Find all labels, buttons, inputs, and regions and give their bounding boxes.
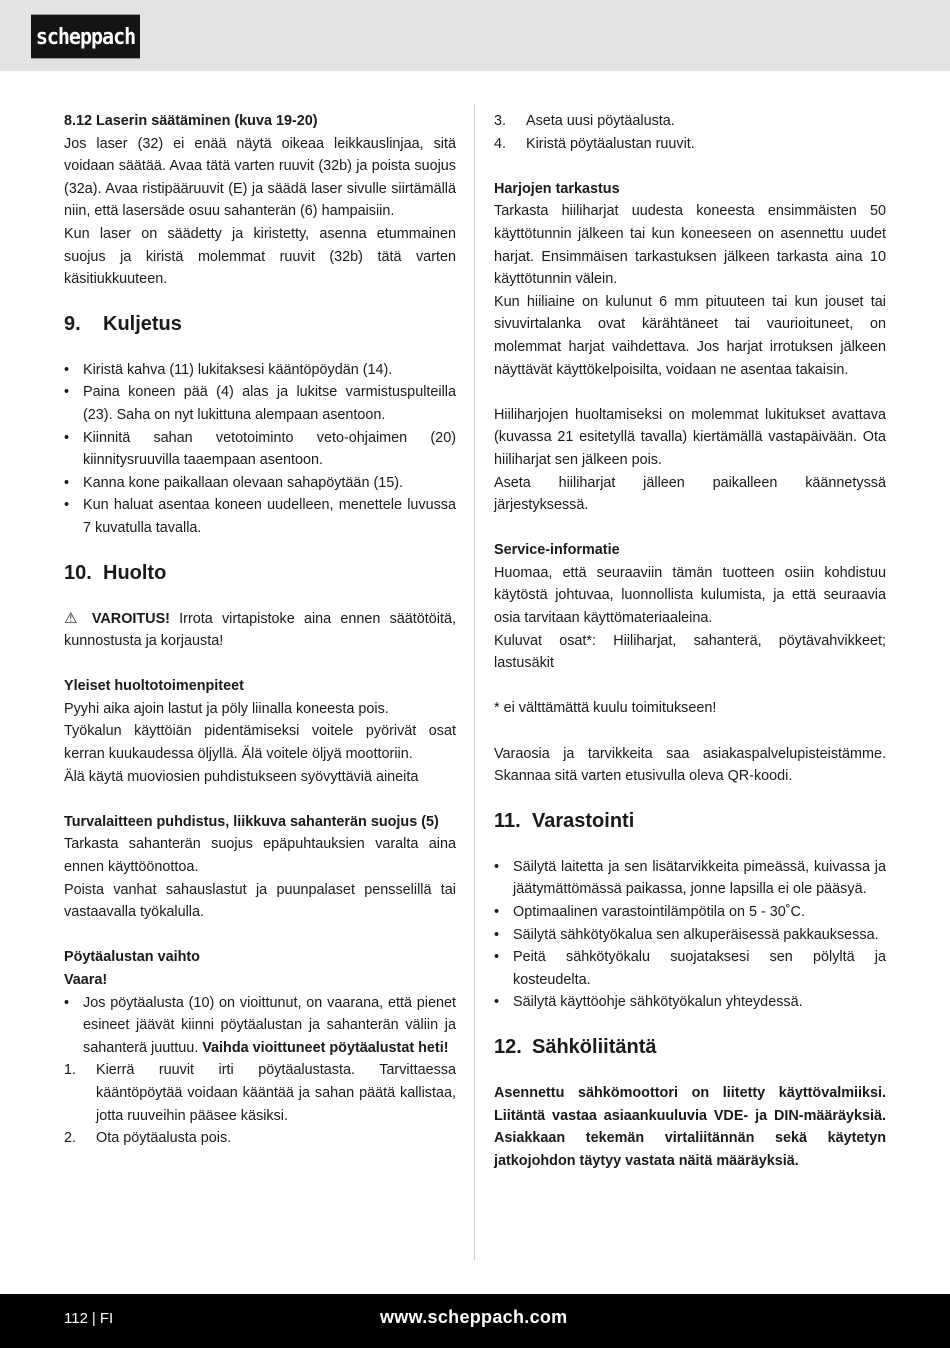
- paragraph: Älä käytä muoviosien puhdistukseen syövyttäviä aineita: [64, 768, 419, 785]
- subheading: Harjojen tarkastus: [494, 180, 620, 197]
- page-footer: [0, 1294, 950, 1348]
- paragraph: Jos laser (32) ei enää näytä oikeaa leikkauslinjaa, sitä voidaan säätää. Avaa tätä varten ruuvit (32b) ja poista suojus (32a). Avaa ristipääruuvit (E) ja säädä laser sivulle siirtämällä niin, että lasersäde osuu sahanterän (6) hampaisiin.: [64, 135, 456, 220]
- storage-list: [494, 856, 886, 1014]
- subheading: Pöytäalustan vaihto: [64, 949, 200, 966]
- list-item: • Peitä sähkötyökalu suojataksesi sen pölyltä ja kosteudelta.: [494, 946, 886, 991]
- subheading: Turvalaitteen puhdistus, liikkuva sahanterän suojus (5): [64, 813, 439, 830]
- paragraph: Kun laser on säädetty ja kiristetty, asenna etummainen suojus ja kiristä molemmat ruuvit (32b) tätä varten käsitiukkuuteen.: [64, 225, 456, 288]
- warning-triangle-icon: ⚠: [64, 609, 83, 627]
- list-item: • Säilytä käyttöohje sähkötyökalun yhteydessä.: [494, 991, 886, 1014]
- paragraph: Hiiliharjojen huoltamiseksi on molemmat lukitukset avattava (kuvassa 21 esitetyllä tavalla) kiertämällä vastapäivään. Ota hiiliharjat sen jälkeen pois.: [494, 406, 886, 468]
- paragraph: Aseta hiiliharjat jälleen paikalleen käännetyssä järjestyksessä.: [494, 474, 886, 514]
- list-item: • Kun haluat asentaa koneen uudelleen, menettele luvussa 7 kuvatulla tavalla.: [64, 494, 456, 539]
- paragraph: Asennettu sähkömoottori on liitetty käyttövalmiiksi. Liitäntä vastaa asiaankuuluvia VDE- ja DIN-määräyksiä. Asiakkaan tekemän virtaliitännän sekä käytetyn jatkojohdon täytyy vastata näitä määräyksiä.: [494, 1084, 886, 1169]
- page-header: [0, 0, 950, 71]
- transport-list: [64, 359, 456, 540]
- list-item: • Kiinnitä sahan vetotoiminto veto-ohjaimen (20) kiinnitysruuvilla taaempaan asentoon.: [64, 427, 456, 472]
- list-item: • Säilytä laitetta ja sen lisätarvikkeita pimeässä, kuivassa ja jäätymättömässä paikassa, jonne lapsilla ei ole pääsyä.: [494, 856, 886, 901]
- page-number: 112 | FI: [64, 1310, 114, 1327]
- section-12-heading: [494, 1034, 886, 1060]
- section-8-12-title: 8.12 Laserin säätäminen (kuva 19-20): [64, 113, 318, 129]
- list-item: • Kiristä kahva (11) lukitaksesi kääntöpöydän (14).: [64, 359, 456, 382]
- section-number: 10.: [64, 561, 92, 584]
- left-column: [64, 110, 456, 1150]
- replace-steps: [64, 1059, 456, 1149]
- paragraph: Poista vanhat sahauslastut ja puunpalaset pensselillä tai vastaavalla työkalulla.: [64, 881, 456, 921]
- section-title: Varastointi: [532, 809, 635, 832]
- website-url: www.scheppach.com: [380, 1307, 568, 1327]
- step-item: 3. Aseta uusi pöytäalusta.: [494, 113, 675, 129]
- section-10-heading: [64, 560, 456, 586]
- step-item: 4. Kiristä pöytäalustan ruuvit.: [494, 135, 695, 152]
- paragraph: Varaosia ja tarvikkeita saa asiakaspalvelupisteistämme. Skannaa sitä varten etusivulla oleva QR-koodi.: [494, 745, 886, 785]
- section-number: 11.: [494, 809, 521, 832]
- section-title: Sähköliitäntä: [532, 1035, 657, 1058]
- section-title: Kuljetus: [103, 312, 182, 335]
- list-item: • Paina koneen pää (4) alas ja lukitse varmistuspulteilla (23). Saha on nyt lukittuna alempaan asentoon.: [64, 381, 456, 426]
- danger-list: [64, 992, 456, 1060]
- paragraph: Tarkasta sahanterän suojus epäpuhtauksien varalta aina ennen käyttöönottoa.: [64, 836, 456, 876]
- section-9-heading: [64, 311, 456, 337]
- paragraph: Työkalun käyttöiän pidentämiseksi voitele pyörivät osat kerran kuukaudessa öljyllä. Älä voitele öljyä moottoriin.: [64, 723, 456, 763]
- step-item: 1. Kierrä ruuvit irti pöytäalustasta. Tarvittaessa kääntöpöytää voidaan kääntää ja sahan päätä kallistaa, jotta ruuveihin pääsee käsiksi.: [64, 1062, 456, 1124]
- right-column: [494, 110, 886, 1172]
- section-number: 12.: [494, 1035, 522, 1058]
- list-item: • Kanna kone paikallaan olevaan sahapöytään (15).: [64, 472, 456, 495]
- warning-text: Irrota virtapistoke aina ennen säätötöitä, kunnostusta ja korjausta!: [64, 610, 456, 650]
- replace-steps-continued: [494, 110, 886, 155]
- warning-label: VAROITUS!: [91, 610, 170, 627]
- list-item: • Jos pöytäalusta (10) on vioittunut, on vaarana, että pienet esineet jäävät kiinni pöytäalustan ja sahanterän väliin ja sahanterä juuttuu. Vaihda vioittuneet pöytäalustat heti!: [64, 992, 456, 1060]
- section-11-heading: [494, 808, 886, 834]
- warning-paragraph: [64, 608, 456, 653]
- paragraph: Kuluvat osat*: Hiiliharjat, sahanterä, pöytävahvikkeet; lastusäkit: [494, 632, 886, 672]
- danger-label: Vaara!: [64, 972, 108, 988]
- column-divider: [474, 104, 475, 1260]
- subheading: Service-informatie: [494, 542, 620, 559]
- paragraph: Huomaa, että seuraaviin tämän tuotteen osiin kohdistuu käytöstä johtuvaa, luonnollista kulumista, ja että seuraavia osia tarvitaan käyttömateriaaleina.: [494, 564, 886, 627]
- paragraph: Kun hiiliaine on kulunut 6 mm pituuteen tai kun jouset tai sivuvirtalanka ovat kärähtäneet tai vaurioituneet, on molemmat harjat vaihdettava. Jos harjat irrotuksen jälkeen näyttävät käyttökelpoisilta, voidaan ne asentaa takaisin.: [494, 293, 886, 378]
- paragraph: Pyyhi aika ajoin lastut ja pöly liinalla koneesta pois.: [64, 700, 389, 717]
- list-item: • Optimaalinen varastointilämpötila on 5 - 30˚C.: [494, 901, 886, 924]
- scheppach-logo: scheppach: [31, 15, 140, 59]
- section-number: 9.: [64, 312, 81, 335]
- step-item: 2. Ota pöytäalusta pois.: [64, 1130, 232, 1147]
- subheading: Yleiset huoltotoimenpiteet: [64, 678, 244, 695]
- footnote: * ei välttämättä kuulu toimitukseen!: [494, 700, 717, 717]
- section-title: Huolto: [103, 561, 167, 584]
- paragraph: Tarkasta hiiliharjat uudesta koneesta ensimmäisten 50 käyttötunnin jälkeen tai kun koneeseen on asennettu uudet harjat. Ensimmäisen tarkastuksen jälkeen tarkasta aina 10 käyttötunnin välein.: [494, 203, 886, 288]
- list-item: • Säilytä sähkötyökalua sen alkuperäisessä pakkauksessa.: [494, 924, 886, 947]
